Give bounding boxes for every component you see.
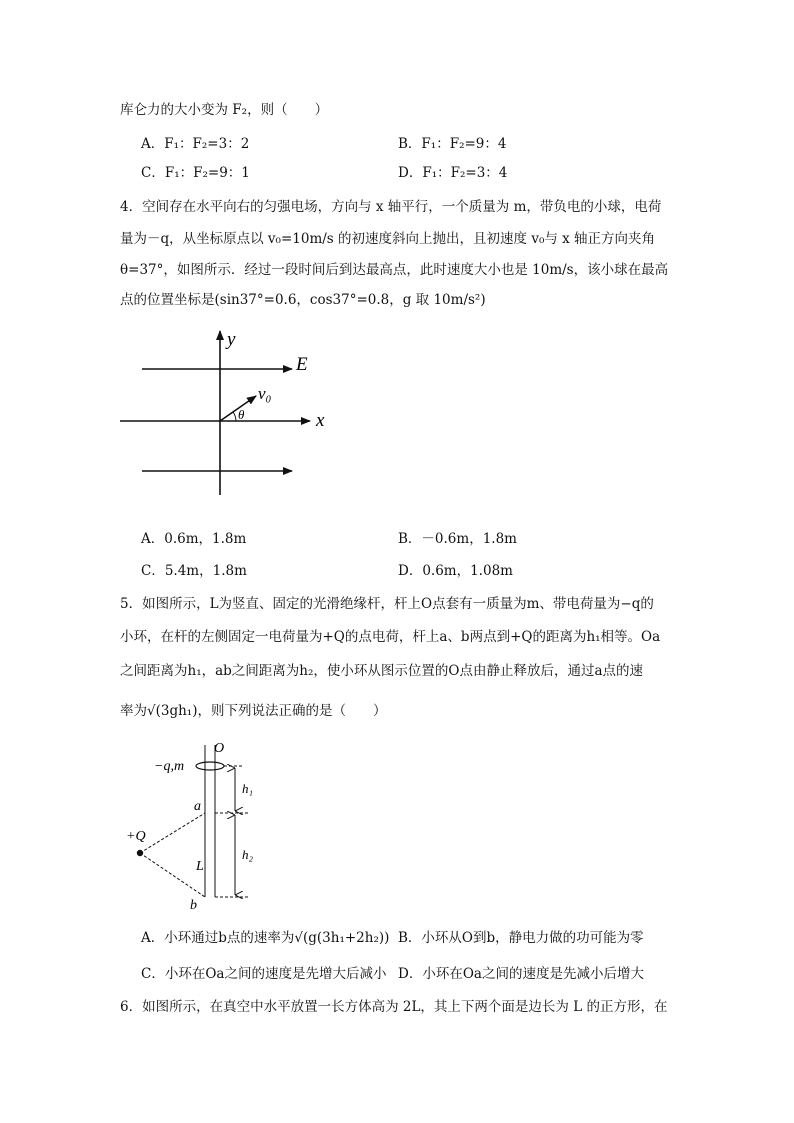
theta-label: θ — [238, 407, 245, 422]
q-label: +Q — [126, 829, 146, 844]
q4-text-line-2: 量为－q，从坐标原点以 v₀=10m/s 的初速度斜向上抛出，且初速度 v₀与 x 轴正方向夹角 — [120, 231, 656, 247]
q4-text-line-3: θ=37°，如图所示．经过一段时间后到达最高点，此时速度大小也是 10m/s，该小球在最高 — [120, 262, 669, 278]
q3-option-b: B．F₁：F₂=9：4 — [398, 136, 507, 152]
q5-text-line-4: 率为√(3gh₁)，则下列说法正确的是（ ） — [120, 703, 387, 719]
q5-text-line-2: 小环，在杆的左侧固定一电荷量为+Q的点电荷，杆上a、b两点到+Q的距离为h₁相等。Oa — [120, 629, 661, 645]
q4-option-b: B．－0.6m，1.8m — [398, 531, 517, 547]
y-label: y — [227, 329, 236, 350]
q3-option-a: A．F₁：F₂=3：2 — [141, 136, 250, 152]
q4-field-diagram — [112, 325, 342, 500]
x-label: x — [316, 410, 325, 431]
ring-label: −q,m — [154, 759, 185, 774]
b-label: b — [190, 898, 197, 910]
q5-text-line-1: 5．如图所示，L为竖直、固定的光滑绝缘杆，杆上O点套有一质量为m、带电荷量为−q的 — [120, 596, 654, 612]
h2-label: h₂ — [242, 847, 254, 862]
q5-text-line-3: 之间距离为h₁，ab之间距离为h₂，使小环从图示位置的O点由静止释放后，通过a点的速 — [120, 663, 644, 679]
h1-label: h₁ — [242, 781, 254, 796]
l-label: L — [196, 859, 204, 874]
a-label: a — [194, 799, 201, 814]
q4-option-d: D．0.6m，1.08m — [398, 563, 513, 579]
q5-option-c: C．小环在Oa之间的速度是先增大后减小 — [141, 966, 387, 982]
o-label: O — [214, 741, 225, 756]
q4-text-line-1: 4．空间存在水平向右的匀强电场，方向与 x 轴平行，一个质量为 m，带负电的小球，电荷 — [120, 199, 662, 215]
dash-q-a — [140, 813, 205, 853]
q4-option-a: A．0.6m，1.8m — [141, 531, 247, 547]
q3-option-c: C．F₁：F₂=9：1 — [141, 165, 250, 181]
angle-arc — [233, 412, 236, 421]
charge-q-dot — [137, 850, 143, 856]
q5-option-b: B．小环从O到b，静电力做的功可能为零 — [398, 930, 644, 946]
q3-intro-line: 库仑力的大小变为 F₂，则（ ） — [120, 102, 329, 118]
q5-rod-diagram — [120, 735, 270, 910]
e-label: E — [296, 354, 308, 375]
q6-text-line-1: 6．如图所示，在真空中水平放置一长方体高为 2L，其上下两个面是边长为 L 的正方形，在 — [120, 999, 668, 1015]
q4-text-line-4: 点的位置坐标是(sin37°=0.6，cos37°=0.8，g 取 10m/s²) — [120, 292, 486, 308]
q3-option-d: D．F₁：F₂=3：4 — [398, 165, 508, 181]
q5-option-d: D．小环在Oa之间的速度是先减小后增大 — [398, 966, 644, 982]
v0-label: v₀ — [258, 384, 272, 403]
q4-option-c: C．5.4m，1.8m — [141, 563, 247, 579]
ring — [196, 762, 224, 770]
q5-option-a: A．小环通过b点的速率为√(g(3h₁+2h₂)) — [141, 930, 390, 946]
